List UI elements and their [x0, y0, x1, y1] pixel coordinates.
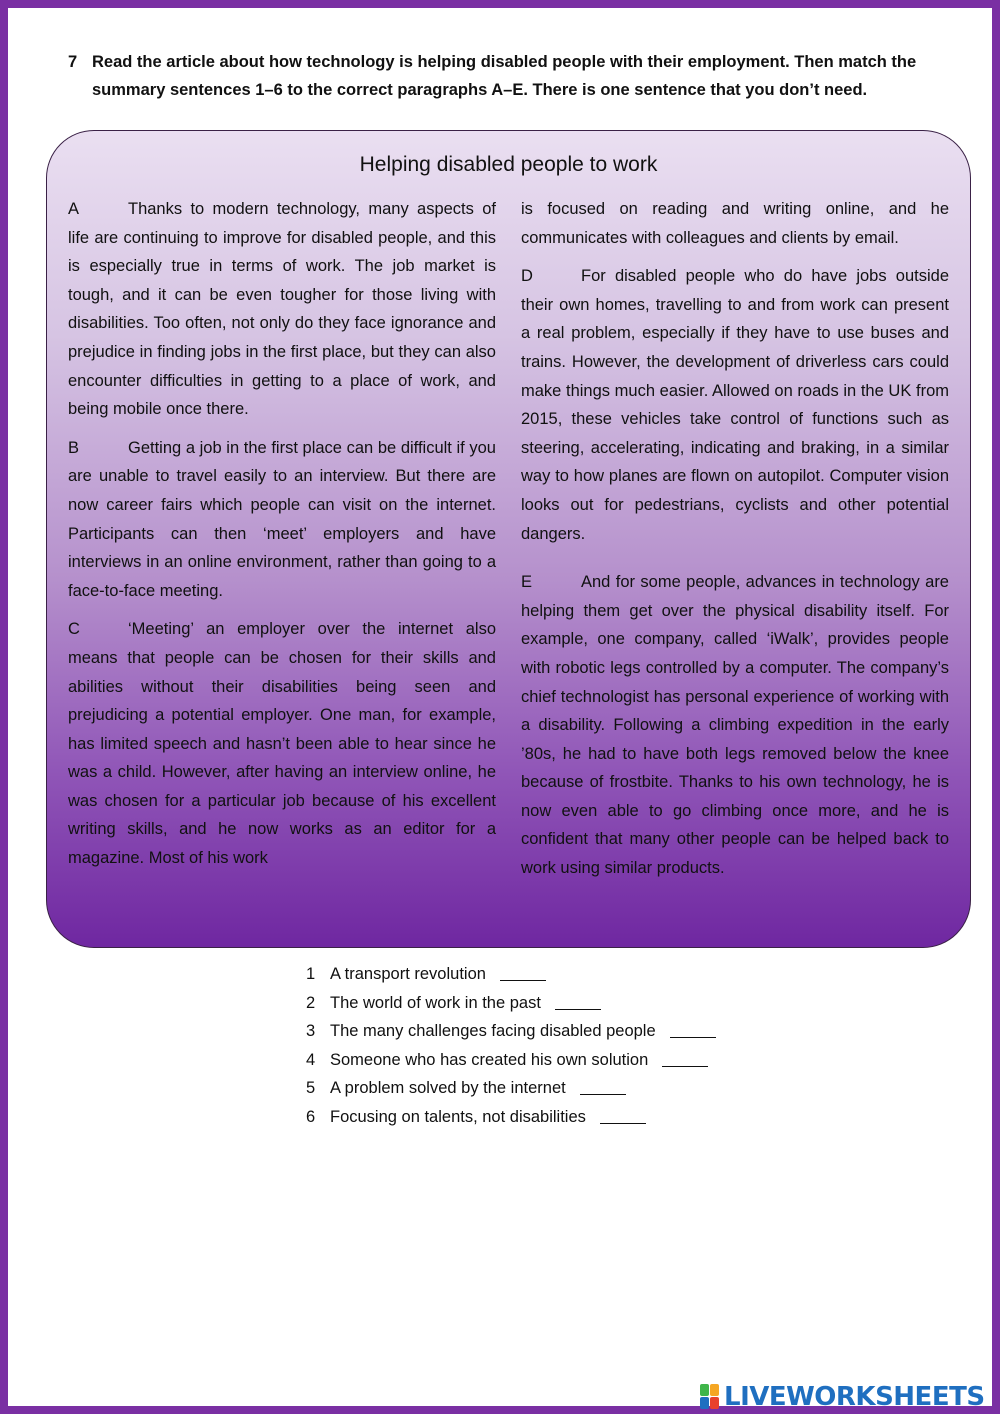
paragraph-text: is focused on reading and writing online, and he communicates with colleagues and clients by email.	[521, 200, 949, 247]
match-text: The many challenges facing disabled people	[330, 1022, 656, 1041]
paragraph-c-continued	[521, 195, 949, 252]
paragraph-text: ‘Meeting’ an employer over the internet also means that people can be chosen for their skills and abilities without their disabilities being seen and prejudicing a potential employer. One man, for example, has limited speech and hasn’t been able to hear since he was a child. However, after having an interview online, he was chosen for a particular job because of his excellent writing skills, and he now works as an editor for a magazine. Most of his work	[68, 620, 496, 868]
matching-list	[306, 960, 716, 1132]
logo-icon	[700, 1384, 720, 1410]
paragraph-letter: D	[521, 267, 533, 286]
match-text: The world of work in the past	[330, 993, 541, 1012]
match-text: A problem solved by the internet	[330, 1079, 566, 1098]
match-item	[306, 1046, 716, 1075]
match-item	[306, 1074, 716, 1103]
match-number: 3	[306, 1022, 316, 1041]
answer-blank[interactable]	[600, 1105, 646, 1124]
answer-blank[interactable]	[580, 1076, 626, 1095]
paragraph-b	[68, 434, 496, 606]
paragraph-e	[521, 568, 949, 883]
paragraph-text: Thanks to modern technology, many aspects of life are continuing to improve for disabled people, and this is especially true in terms of work. The job market is tough, and it can be even tougher for those living with disabilities. Too often, not only do they face ignorance and prejudice in finding jobs in the first place, but they can also encounter difficulties in getting to a place of work, and being mobile once there.	[68, 200, 496, 419]
match-number: 1	[306, 965, 316, 983]
article-title: Helping disabled people to work	[359, 153, 658, 176]
paragraph-letter: A	[68, 200, 80, 218]
paragraph-letter: E	[521, 573, 533, 592]
logo-text: LIVEWORKSHEETS	[724, 1382, 985, 1412]
match-item	[306, 1017, 716, 1046]
match-text: Focusing on talents, not disabilities	[330, 1107, 586, 1126]
match-number: 4	[306, 1050, 316, 1069]
paragraph-text: Getting a job in the first place can be difficult if you are unable to travel easily to an interview. But there are now career fairs which people can visit on the internet. Participants can then ‘meet’ employers and have interviews in an online environment, rather than going to a face-to-face meeting.	[68, 438, 496, 600]
paragraph-d	[521, 262, 949, 548]
paragraph-text: And for some people, advances in technology are helping them get over the physical disability itself. For example, one company, called ‘iWalk’, provides people with robotic legs controlled by a computer. The company’s chief technologist has personal experience of working with a disability. Following a climbing expedition in the early ’80s, he had to have both legs removed below the knee because of frostbite. Thanks to his own technology, he is now even able to go climbing once more, and he is confident that many other people can be helped back to work using similar products.	[521, 573, 949, 878]
match-text: A transport revolution	[330, 965, 486, 983]
article-left-column	[68, 195, 496, 883]
answer-blank[interactable]	[555, 991, 601, 1010]
match-number: 6	[306, 1107, 316, 1126]
match-item	[306, 1103, 716, 1132]
instruction-text: Read the article about how technology is helping disabled people with their employment. Then match the summary sentences 1–6 to the correct paragraphs A–E. There is one sentence that you don’t need.	[92, 53, 917, 99]
match-item	[306, 960, 716, 989]
instruction-number: 7	[68, 53, 78, 71]
instruction	[68, 48, 958, 104]
paragraph-letter: B	[68, 438, 80, 457]
paragraph-c	[68, 615, 496, 872]
paragraph-text: For disabled people who do have jobs outside their own homes, travelling to and from work can present a real problem, especially if they have to use buses and trains. However, the development of driverless cars could make things much easier. Allowed on roads in the UK from 2015, these vehicles take control of functions such as steering, accelerating, indicating and braking, in a similar way to how planes are flown on autopilot. Computer vision looks out for pedestrians, cyclists and other potential dangers.	[521, 267, 949, 543]
paragraph-a	[68, 195, 496, 424]
match-number: 5	[306, 1079, 316, 1098]
answer-blank[interactable]	[670, 1019, 716, 1038]
match-text: Someone who has created his own solution	[330, 1050, 649, 1069]
answer-blank[interactable]	[500, 962, 546, 981]
match-item	[306, 989, 716, 1018]
match-number: 2	[306, 993, 316, 1012]
answer-blank[interactable]	[662, 1048, 708, 1067]
paragraph-letter: C	[68, 620, 80, 639]
liveworksheets-logo[interactable]	[700, 1380, 985, 1414]
article-right-column	[521, 195, 949, 893]
